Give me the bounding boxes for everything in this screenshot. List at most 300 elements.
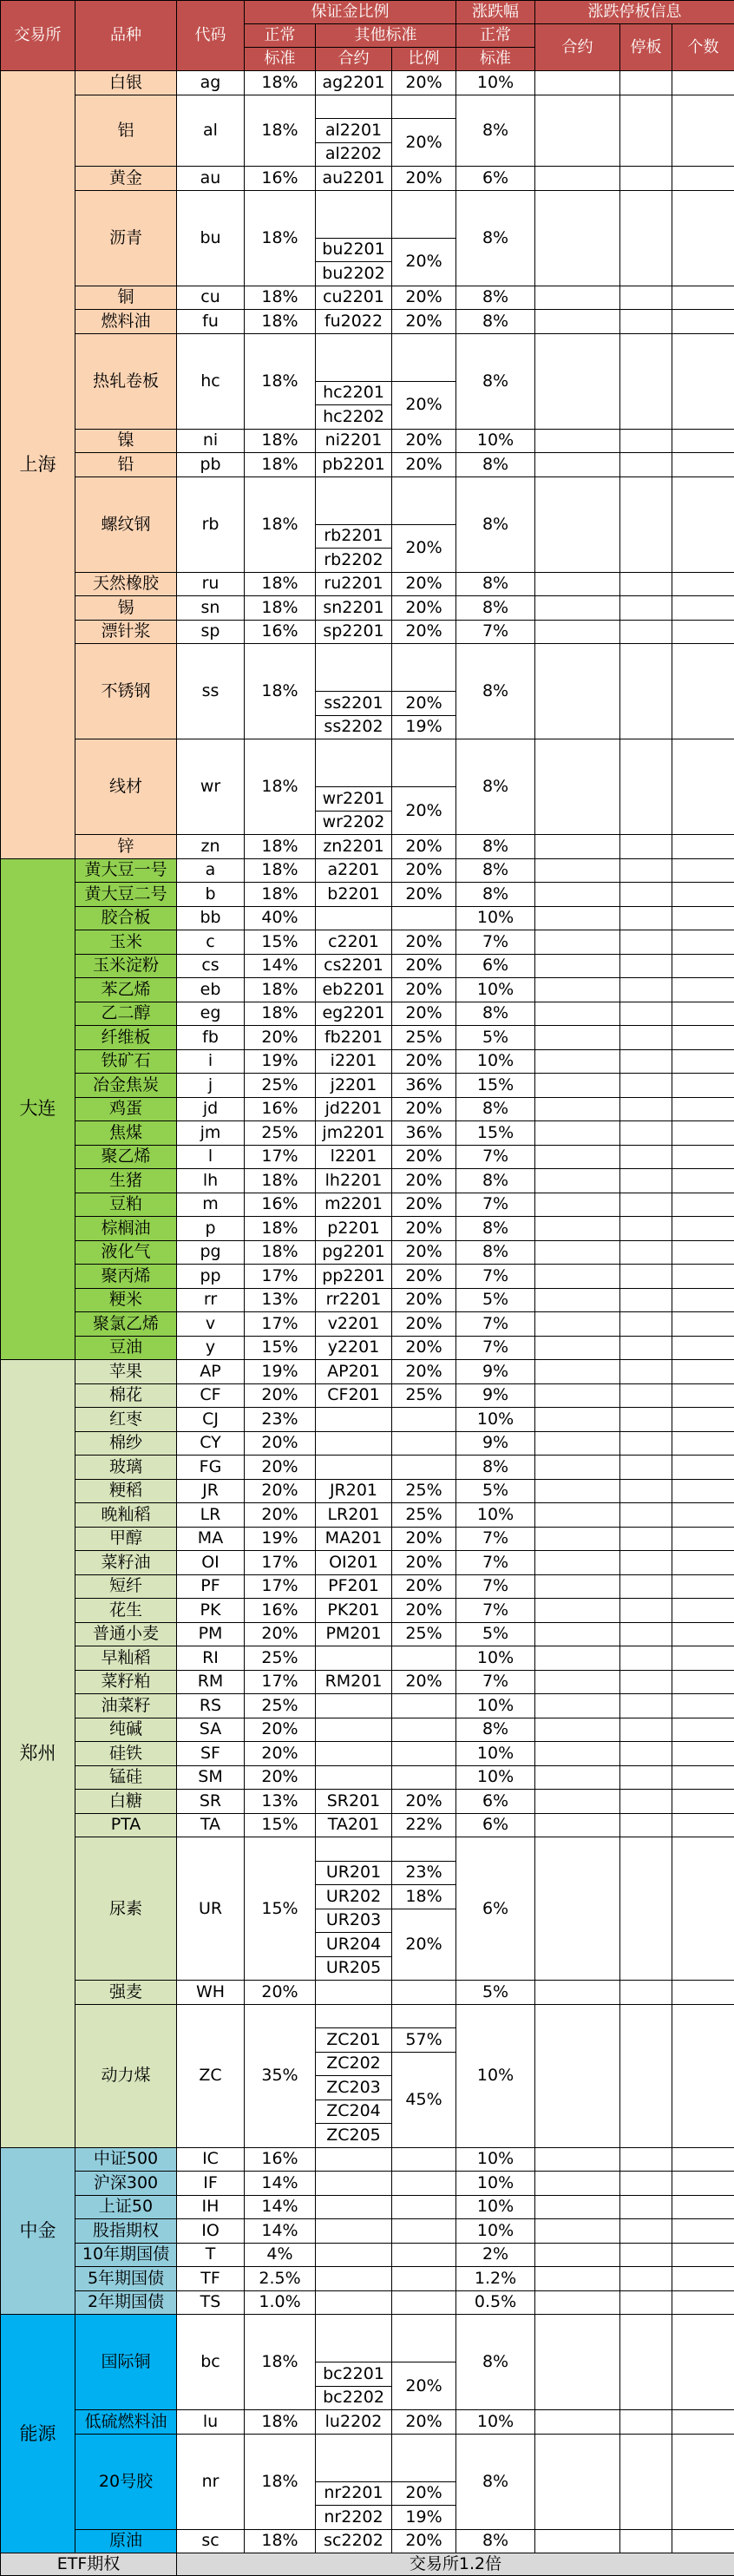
info-contract [535,1765,620,1790]
info-stop [620,333,672,429]
variety-code: sc [177,2529,245,2553]
info-contract [535,1503,620,1528]
info-count [672,1360,734,1384]
info-count [672,1670,734,1694]
other-contract: ZC205 [316,2124,392,2148]
table-row [1,739,734,764]
info-count [672,1408,734,1432]
variety-name: 聚丙烯 [75,1265,177,1289]
limit-standard: 8% [456,1002,535,1026]
table-row [1,1479,734,1503]
info-count [672,1646,734,1671]
limit-standard: 8% [456,739,535,835]
normal-margin: 18% [245,572,316,596]
other-ratio: 20% [392,2529,456,2553]
info-stop [620,1599,672,1623]
variety-name: 10年期国债 [75,2243,177,2267]
table-row [1,2004,734,2028]
other-ratio: 20% [392,692,456,716]
table-row [1,2529,734,2553]
other-contract: hc2202 [316,405,392,430]
info-contract [535,2410,620,2435]
other-ratio [392,1456,456,1480]
info-contract [535,620,620,644]
info-count [672,1049,734,1074]
other-ratio [392,2147,456,2172]
info-stop [620,2410,672,2435]
info-contract [535,596,620,621]
info-count [672,167,734,191]
info-count [672,1694,734,1718]
table-row [1,167,734,191]
variety-name: 强麦 [75,1981,177,2005]
info-count [672,2219,734,2244]
variety-code: j [177,1074,245,1098]
header-normal: 正常 [245,24,316,48]
limit-standard: 5% [456,1026,535,1050]
info-stop [620,954,672,978]
normal-margin: 18% [245,644,316,739]
variety-code: IF [177,2172,245,2196]
info-contract [535,739,620,835]
info-contract [535,71,620,95]
variety-code: SA [177,1718,245,1742]
info-count [672,310,734,334]
variety-name: 苯乙烯 [75,978,177,1002]
other-ratio: 20% [392,310,456,334]
other-ratio: 20% [392,1169,456,1193]
variety-code: eg [177,1002,245,1026]
other-contract: JR201 [316,1479,392,1503]
info-count [672,930,734,955]
other-contract [316,739,392,787]
info-count [672,1599,734,1623]
normal-margin: 18% [245,835,316,859]
variety-code: pg [177,1240,245,1265]
other-contract: rb2202 [316,549,392,573]
other-ratio: 20% [392,1288,456,1312]
variety-name: 上证50 [75,2195,177,2219]
other-contract: UR202 [316,1885,392,1909]
table-row [1,883,734,907]
table-row [1,1622,734,1646]
normal-margin: 40% [245,906,316,930]
limit-standard: 1.2% [456,2267,535,2291]
variety-name: 菜籽油 [75,1551,177,1575]
other-contract: pb2201 [316,453,392,477]
info-count [672,1169,734,1193]
other-contract: sp2201 [316,620,392,644]
other-ratio: 20% [392,954,456,978]
other-ratio: 20% [392,978,456,1002]
info-contract [535,2529,620,2553]
variety-name: 聚乙烯 [75,1145,177,1169]
info-stop [620,453,672,477]
variety-name: 油菜籽 [75,1694,177,1718]
info-count [672,1622,734,1646]
variety-name: 锡 [75,596,177,621]
variety-name: 天然橡胶 [75,572,177,596]
normal-margin: 17% [245,1551,316,1575]
info-contract [535,1288,620,1312]
limit-standard: 7% [456,1551,535,1575]
other-contract: eg2201 [316,1002,392,1026]
table-row [1,310,734,334]
other-ratio: 20% [392,1336,456,1360]
variety-name: 铅 [75,453,177,477]
info-contract [535,1599,620,1623]
other-contract: hc2201 [316,381,392,405]
info-contract [535,2315,620,2410]
other-ratio: 20% [392,835,456,859]
info-count [672,1813,734,1837]
other-contract: PF201 [316,1574,392,1599]
variety-name: 纯碱 [75,1718,177,1742]
variety-name: 燃料油 [75,310,177,334]
info-contract [535,954,620,978]
other-contract: bc2201 [316,2362,392,2387]
header-limit-info: 涨跌停板信息 [535,1,734,24]
info-contract [535,835,620,859]
other-ratio: 20% [392,1265,456,1289]
other-ratio: 36% [392,1074,456,1098]
variety-code: RI [177,1646,245,1671]
table-row [1,1145,734,1169]
normal-margin: 18% [245,190,316,286]
normal-margin: 18% [245,71,316,95]
other-ratio [392,2172,456,2196]
table-row [1,1121,734,1146]
info-count [672,1981,734,2005]
variety-code: nr [177,2434,245,2529]
info-stop [620,1694,672,1718]
other-contract [316,2290,392,2315]
info-count [672,1265,734,1289]
limit-standard: 8% [456,883,535,907]
normal-margin: 15% [245,1813,316,1837]
other-contract [316,644,392,692]
table-row [1,2410,734,2435]
other-ratio: 20% [392,1670,456,1694]
variety-name: 黄大豆一号 [75,858,177,883]
variety-code: IH [177,2195,245,2219]
normal-margin: 1.0% [245,2290,316,2315]
info-contract [535,167,620,191]
table-row [1,930,734,955]
table-row [1,1646,734,1671]
info-stop [620,1097,672,1121]
other-contract [316,1431,392,1456]
info-count [672,883,734,907]
other-contract: bc2202 [316,2386,392,2410]
table-row [1,1813,734,1837]
header-other-standard: 其他标准 [316,24,456,48]
other-ratio: 18% [392,1885,456,1909]
other-contract: sn2201 [316,596,392,621]
info-stop [620,1765,672,1790]
info-count [672,476,734,572]
variety-code: CY [177,1431,245,1456]
normal-margin: 18% [245,2434,316,2529]
other-ratio [392,2315,456,2362]
variety-code: TF [177,2267,245,2291]
table-row [1,2219,734,2244]
variety-code: ss [177,644,245,739]
other-ratio [392,906,456,930]
normal-margin: 20% [245,1742,316,1766]
info-stop [620,1646,672,1671]
normal-margin: 14% [245,2195,316,2219]
info-count [672,2243,734,2267]
other-contract: ss2202 [316,715,392,739]
variety-name: 黄金 [75,167,177,191]
info-contract [535,2290,620,2315]
other-contract [316,2147,392,2172]
other-contract: PK201 [316,1599,392,1623]
variety-name: 玉米 [75,930,177,955]
limit-standard: 7% [456,1193,535,1217]
limit-standard: 7% [456,1145,535,1169]
info-count [672,1718,734,1742]
limit-standard: 5% [456,1288,535,1312]
variety-name: 漂针浆 [75,620,177,644]
variety-name: 低硫燃料油 [75,2410,177,2435]
other-contract [316,95,392,119]
variety-name: 普通小麦 [75,1622,177,1646]
variety-code: JR [177,1479,245,1503]
info-contract [535,1265,620,1289]
other-ratio: 20% [392,429,456,453]
limit-standard: 10% [456,906,535,930]
other-contract: SR201 [316,1790,392,1814]
variety-code: PM [177,1622,245,1646]
other-ratio: 22% [392,1813,456,1837]
variety-name: 股指期权 [75,2219,177,2244]
info-contract [535,1097,620,1121]
other-contract: OI201 [316,1551,392,1575]
info-contract [535,1360,620,1384]
info-stop [620,1145,672,1169]
variety-code: RS [177,1694,245,1718]
other-contract: nr2201 [316,2481,392,2506]
other-contract: zn2201 [316,835,392,859]
other-ratio [392,333,456,381]
other-contract: i2201 [316,1049,392,1074]
info-stop [620,1431,672,1456]
normal-margin: 18% [245,739,316,835]
variety-code: l [177,1145,245,1169]
other-ratio [392,2267,456,2291]
info-contract [535,1383,620,1408]
variety-code: bb [177,906,245,930]
info-stop [620,1074,672,1098]
limit-standard: 7% [456,1265,535,1289]
info-count [672,835,734,859]
variety-name: 晚籼稻 [75,1503,177,1528]
other-ratio: 19% [392,715,456,739]
info-count [672,2172,734,2196]
limit-standard: 8% [456,310,535,334]
limit-standard: 10% [456,1646,535,1671]
table-row [1,1431,734,1456]
header-limit-normal: 正常 [456,24,535,48]
table-row [1,429,734,453]
variety-code: IC [177,2147,245,2172]
header-limit: 涨跌幅 [456,1,535,24]
info-stop [620,2147,672,2172]
info-count [672,2267,734,2291]
info-contract [535,1742,620,1766]
other-contract [316,2172,392,2196]
info-count [672,954,734,978]
normal-margin: 20% [245,1718,316,1742]
variety-name: 纤维板 [75,1026,177,1050]
info-count [672,1456,734,1480]
other-contract: nr2202 [316,2506,392,2530]
info-contract [535,1574,620,1599]
normal-margin: 14% [245,2219,316,2244]
variety-name: 动力煤 [75,2004,177,2147]
table-row [1,1742,734,1766]
exchange-name: 能源 [1,2315,75,2553]
other-ratio: 20% [392,572,456,596]
exchange-name: 中金 [1,2147,75,2315]
info-contract [535,476,620,572]
info-contract [535,1479,620,1503]
variety-name: 铝 [75,95,177,167]
limit-standard: 8% [456,333,535,429]
info-count [672,333,734,429]
info-count [672,1383,734,1408]
info-contract [535,1981,620,2005]
variety-name: 花生 [75,1599,177,1623]
info-stop [620,858,672,883]
table-row [1,2315,734,2339]
info-stop [620,1527,672,1551]
variety-code: y [177,1336,245,1360]
info-count [672,906,734,930]
other-ratio [392,2290,456,2315]
info-stop [620,1336,672,1360]
other-contract: lu2202 [316,2410,392,2435]
limit-standard: 8% [456,1240,535,1265]
other-contract [316,2004,392,2028]
limit-standard: 8% [456,95,535,167]
limit-standard: 8% [456,1456,535,1480]
variety-name: 粳米 [75,1288,177,1312]
normal-margin: 18% [245,2315,316,2410]
normal-margin: 19% [245,1360,316,1384]
info-stop [620,2243,672,2267]
table-row [1,1599,734,1623]
exchange-name: 郑州 [1,1360,75,2148]
info-stop [620,476,672,572]
variety-code: SM [177,1765,245,1790]
info-contract [535,2172,620,2196]
info-stop [620,1312,672,1337]
info-contract [535,1193,620,1217]
variety-code: CF [177,1383,245,1408]
info-count [672,2004,734,2147]
variety-code: jm [177,1121,245,1146]
variety-code: fu [177,310,245,334]
info-count [672,739,734,835]
info-contract [535,1551,620,1575]
other-ratio: 20% [392,2410,456,2435]
limit-standard: 8% [456,1718,535,1742]
table-row [1,453,734,477]
info-count [672,2147,734,2172]
other-contract [316,906,392,930]
other-ratio: 20% [392,1217,456,1241]
table-row [1,954,734,978]
info-contract [535,1456,620,1480]
limit-standard: 6% [456,1790,535,1814]
normal-margin: 18% [245,1169,316,1193]
normal-margin: 16% [245,1599,316,1623]
normal-margin: 20% [245,1981,316,2005]
info-contract [535,333,620,429]
info-stop [620,2172,672,2196]
other-contract [316,2243,392,2267]
variety-name: 中证500 [75,2147,177,2172]
info-stop [620,883,672,907]
limit-standard: 9% [456,1383,535,1408]
other-contract: l2201 [316,1145,392,1169]
info-stop [620,2529,672,2553]
header-info-count: 个数 [672,24,734,71]
normal-margin: 25% [245,1646,316,1671]
variety-code: PK [177,1599,245,1623]
limit-standard: 8% [456,1217,535,1241]
info-stop [620,1813,672,1837]
limit-standard: 7% [456,1527,535,1551]
variety-name: 原油 [75,2529,177,2553]
variety-code: pp [177,1265,245,1289]
table-row [1,1074,734,1098]
info-count [672,978,734,1002]
other-contract: j2201 [316,1074,392,1098]
info-contract [535,1813,620,1837]
table-row [1,71,734,95]
table-row [1,644,734,668]
normal-margin: 18% [245,286,316,310]
other-contract: c2201 [316,930,392,955]
limit-standard: 10% [456,429,535,453]
normal-margin: 13% [245,1790,316,1814]
other-contract: jm2201 [316,1121,392,1146]
normal-margin: 17% [245,1670,316,1694]
table-row [1,2195,734,2219]
variety-code: b [177,883,245,907]
info-stop [620,1121,672,1146]
other-ratio: 20% [392,1574,456,1599]
info-stop [620,1408,672,1432]
other-contract: ZC201 [316,2028,392,2053]
variety-name: 乙二醇 [75,1002,177,1026]
other-ratio [392,1431,456,1456]
other-contract: cu2201 [316,286,392,310]
table-row [1,2267,734,2291]
info-contract [535,1145,620,1169]
normal-margin: 18% [245,858,316,883]
variety-name: 棉花 [75,1383,177,1408]
variety-code: bu [177,190,245,286]
other-ratio: 20% [392,1049,456,1074]
other-contract: UR203 [316,1909,392,1933]
table-row [1,1097,734,1121]
other-ratio [392,95,456,119]
